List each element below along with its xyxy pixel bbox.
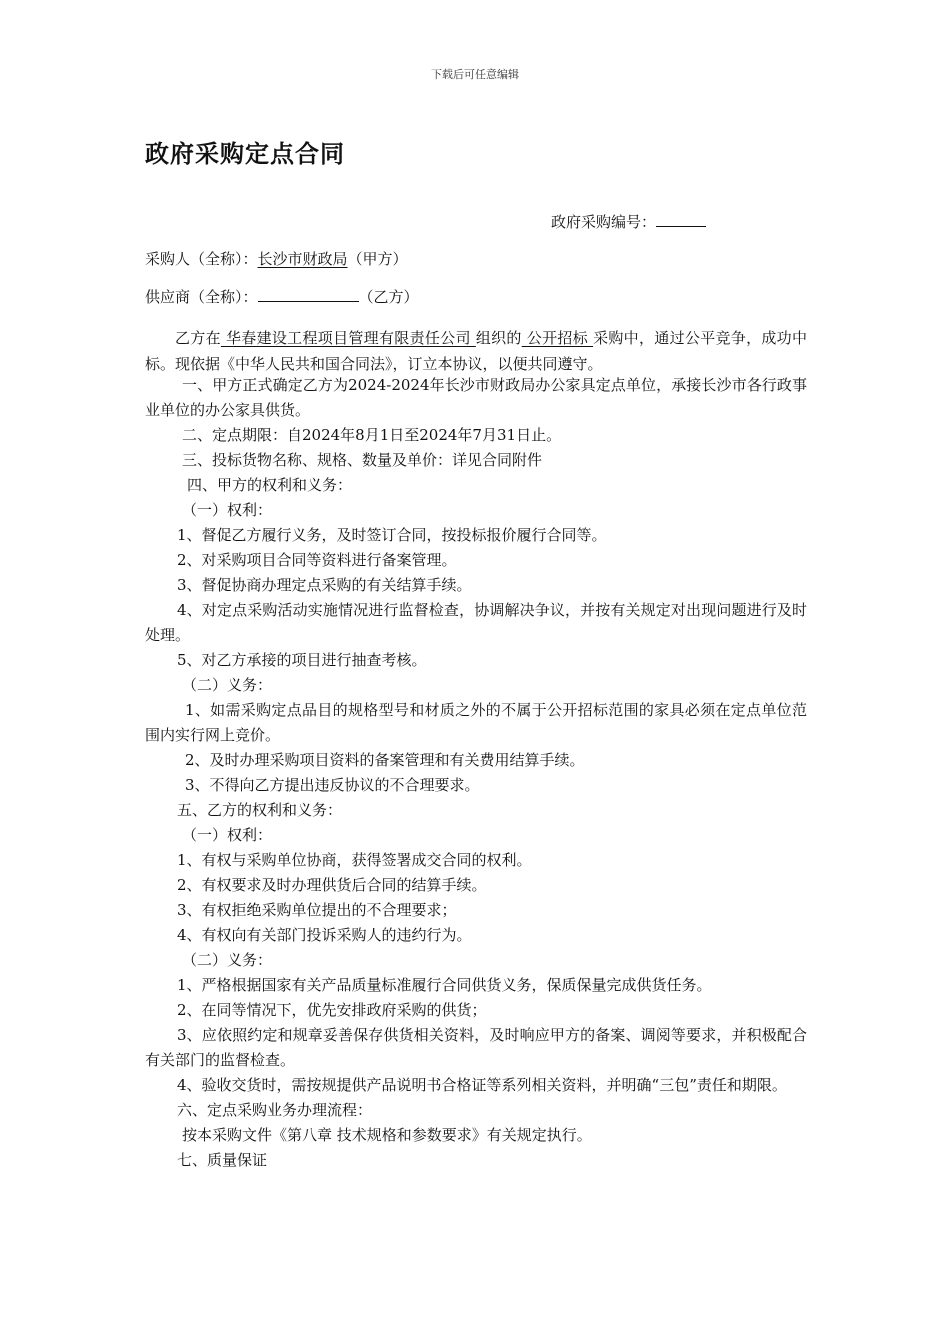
procurement-code-blank	[656, 226, 706, 227]
clause-4-duty-1: 1、如需采购定点品目的规格型号和材质之外的不属于公开招标范围的家具必须在定点单位范围内实行网上竞价。	[145, 701, 807, 744]
clause-5-right-2: 2、有权要求及时办理供货后合同的结算手续。	[177, 876, 487, 894]
intro-text-2: 组织的	[475, 329, 522, 347]
purchaser-label: 采购人（全称）：	[145, 250, 258, 268]
supplier-label: 供应商（全称）：	[145, 288, 258, 306]
clause-4-right-4: 4、对定点采购活动实施情况进行监督检查，协调解决争议，并按有关规定对出现问题进行及时处理。	[145, 601, 807, 644]
purchaser-line	[145, 249, 408, 269]
clause-4-right-3: 3、督促协商办理定点采购的有关结算手续。	[177, 576, 472, 594]
intro-paragraph	[145, 325, 807, 377]
clause-4-duty-2: 2、及时办理采购项目资料的备案管理和有关费用结算手续。	[185, 751, 585, 769]
clause-5-duty-1: 1、严格根据国家有关产品质量标准履行合同供货义务，保质保量完成供货任务。	[177, 976, 712, 994]
procurement-code-line	[551, 211, 706, 232]
clause-5-rights-heading: （一）权利：	[182, 826, 273, 844]
clause-1: 一、甲方正式确定乙方为2024-2024年长沙市财政局办公家具定点单位，承接长沙市各行政事业单位的办公家具供货。	[145, 376, 807, 419]
clause-5: 五、乙方的权利和义务：	[177, 801, 343, 819]
clause-4-rights-heading: （一）权利：	[182, 501, 273, 519]
intro-text-3: 采购中，通过公平竞争，成功中标。现依据《中华人民共和国合同法》，订立本协议，以便共同遵守。	[145, 329, 807, 373]
supplier-blank	[258, 301, 359, 302]
procurement-code-label: 政府采购编号：	[551, 213, 657, 231]
clause-5-duty-4: 4、验收交货时，需按规提供产品说明书合格证等系列相关资料，并明确“三包”责任和期限。	[177, 1076, 787, 1094]
intro-text-1: 乙方在	[175, 329, 221, 347]
clause-2: 二、定点期限：自2024年8月1日至2024年7月31日止。	[182, 426, 562, 444]
contract-body	[145, 325, 807, 1173]
clause-4-right-1: 1、督促乙方履行义务，及时签订合同，按投标报价履行合同等。	[177, 526, 607, 544]
procurement-method: 公开招标	[521, 329, 594, 347]
clause-4-right-5: 5、对乙方承接的项目进行抽查考核。	[177, 651, 427, 669]
clause-7: 七、质量保证	[177, 1151, 268, 1169]
clause-6: 六、定点采购业务办理流程：	[177, 1101, 373, 1119]
supplier-line	[145, 287, 419, 307]
clause-5-duty-2: 2、在同等情况下，优先安排政府采购的供货；	[177, 1001, 487, 1019]
header-note: 下载后可任意编辑	[431, 68, 519, 81]
clause-3: 三、投标货物名称、规格、数量及单价：详见合同附件	[182, 451, 543, 469]
clause-5-right-3: 3、有权拒绝采购单位提出的不合理要求；	[177, 901, 457, 919]
clause-5-right-1: 1、有权与采购单位协商，获得签署成交合同的权利。	[177, 851, 532, 869]
clause-5-duty-3: 3、应依照约定和规章妥善保存供货相关资料，及时响应甲方的备案、调阅等要求，并积极配合有关部门的监督检查。	[145, 1026, 807, 1069]
clause-4-right-2: 2、对采购项目合同等资料进行备案管理。	[177, 551, 457, 569]
clause-5-duties-heading: （二）义务：	[182, 951, 273, 969]
clause-4-duties-heading: （二）义务：	[182, 676, 273, 694]
agency-name: 华春建设工程项目管理有限责任公司	[220, 329, 476, 347]
clause-5-right-4: 4、有权向有关部门投诉采购人的违约行为。	[177, 926, 472, 944]
document-title: 政府采购定点合同	[145, 140, 345, 168]
clause-4-duty-3: 3、不得向乙方提出违反协议的不合理要求。	[185, 776, 480, 794]
purchaser-suffix: （甲方）	[347, 250, 408, 268]
clause-6-content: 按本采购文件《第八章 技术规格和参数要求》有关规定执行。	[182, 1126, 592, 1144]
clause-4: 四、甲方的权利和义务：	[187, 476, 353, 494]
supplier-suffix: （乙方）	[358, 288, 419, 306]
purchaser-name: 长沙市财政局	[257, 250, 348, 268]
